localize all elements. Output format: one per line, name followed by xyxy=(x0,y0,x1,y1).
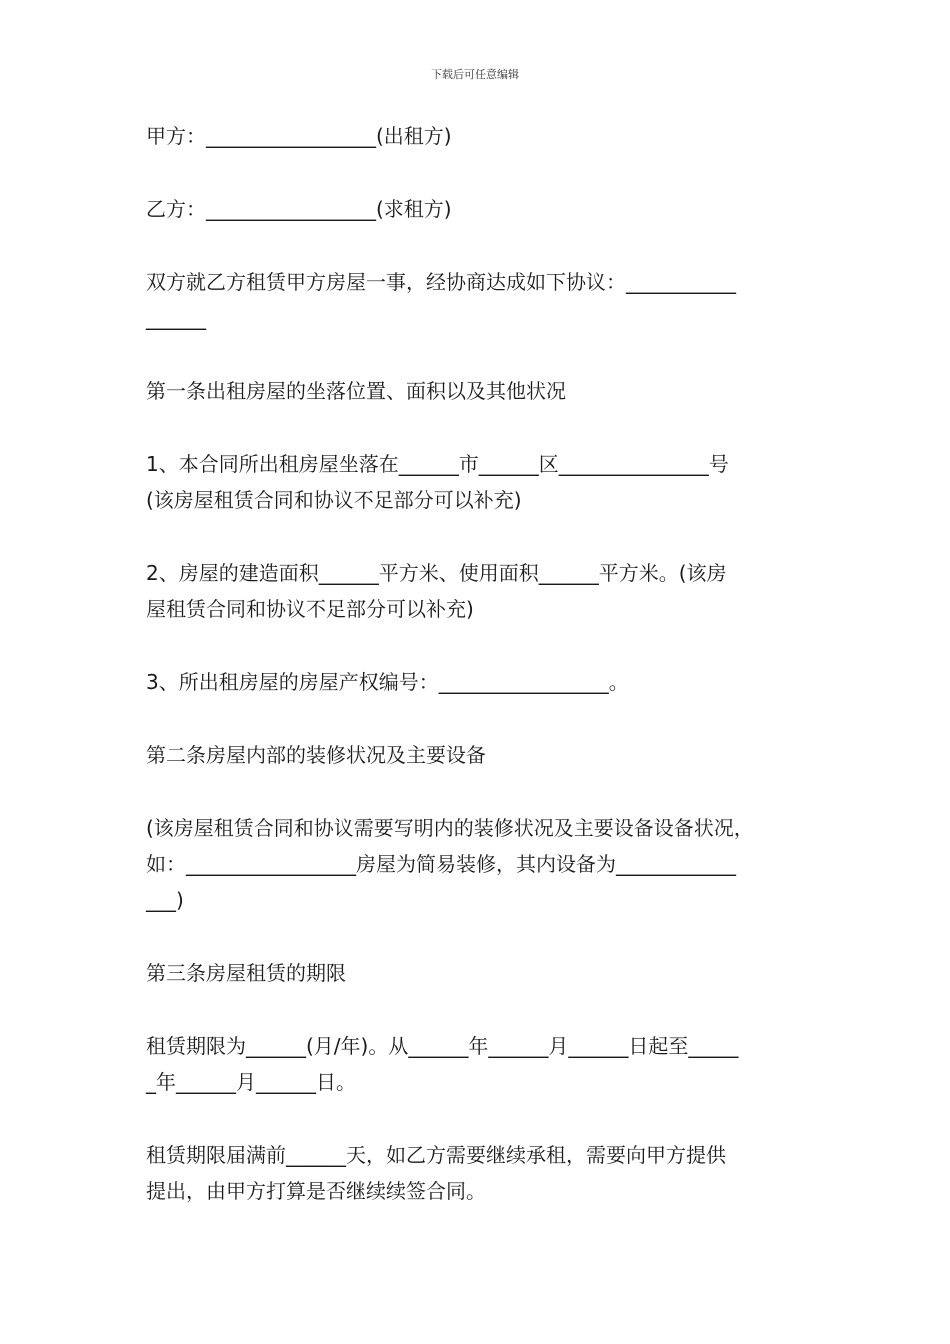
article-1-heading: 第一条出租房屋的坐落位置、面积以及其他状况 xyxy=(146,379,566,403)
clause-2-area: 2、房屋的建造面积______平方米、使用面积______平方米。(该房 屋租赁合同和协议不足部分可以补充) xyxy=(146,561,727,621)
article-2-heading: 第二条房屋内部的装修状况及主要设备 xyxy=(146,743,486,767)
article-3-heading: 第三条房屋租赁的期限 xyxy=(146,961,346,985)
lease-term: 租赁期限为______(月/年)。从______年______月______日起至_____ _年______月______日。 xyxy=(146,1034,739,1094)
party-a-line: 甲方：_________________(出租方) xyxy=(146,124,452,148)
clause-3-property-number: 3、所出租房屋的房屋产权编号：_________________。 xyxy=(146,670,629,694)
document-body xyxy=(146,118,811,1246)
party-b-line: 乙方：_________________(求租方) xyxy=(146,197,452,221)
clause-1-location: 1、本合同所出租房屋坐落在______市______区_______________号 (该房屋租赁合同和协议不足部分可以补充) xyxy=(146,452,729,512)
page-header-note: 下载后可任意编辑 xyxy=(431,68,519,81)
lease-renewal: 租赁期限届满前______天，如乙方需要继续承租，需要向甲方提供 提出，由甲方打算是否继续续签合同。 xyxy=(146,1143,726,1203)
article-2-body: (该房屋租赁合同和协议需要写明内的装修状况及主要设备设备状况， 如：_________________房屋为简易装修，其内设备为____________ ___) xyxy=(146,816,754,912)
agreement-intro: 双方就乙方租赁甲方房屋一事，经协商达成如下协议：___________ ______ xyxy=(146,270,736,330)
